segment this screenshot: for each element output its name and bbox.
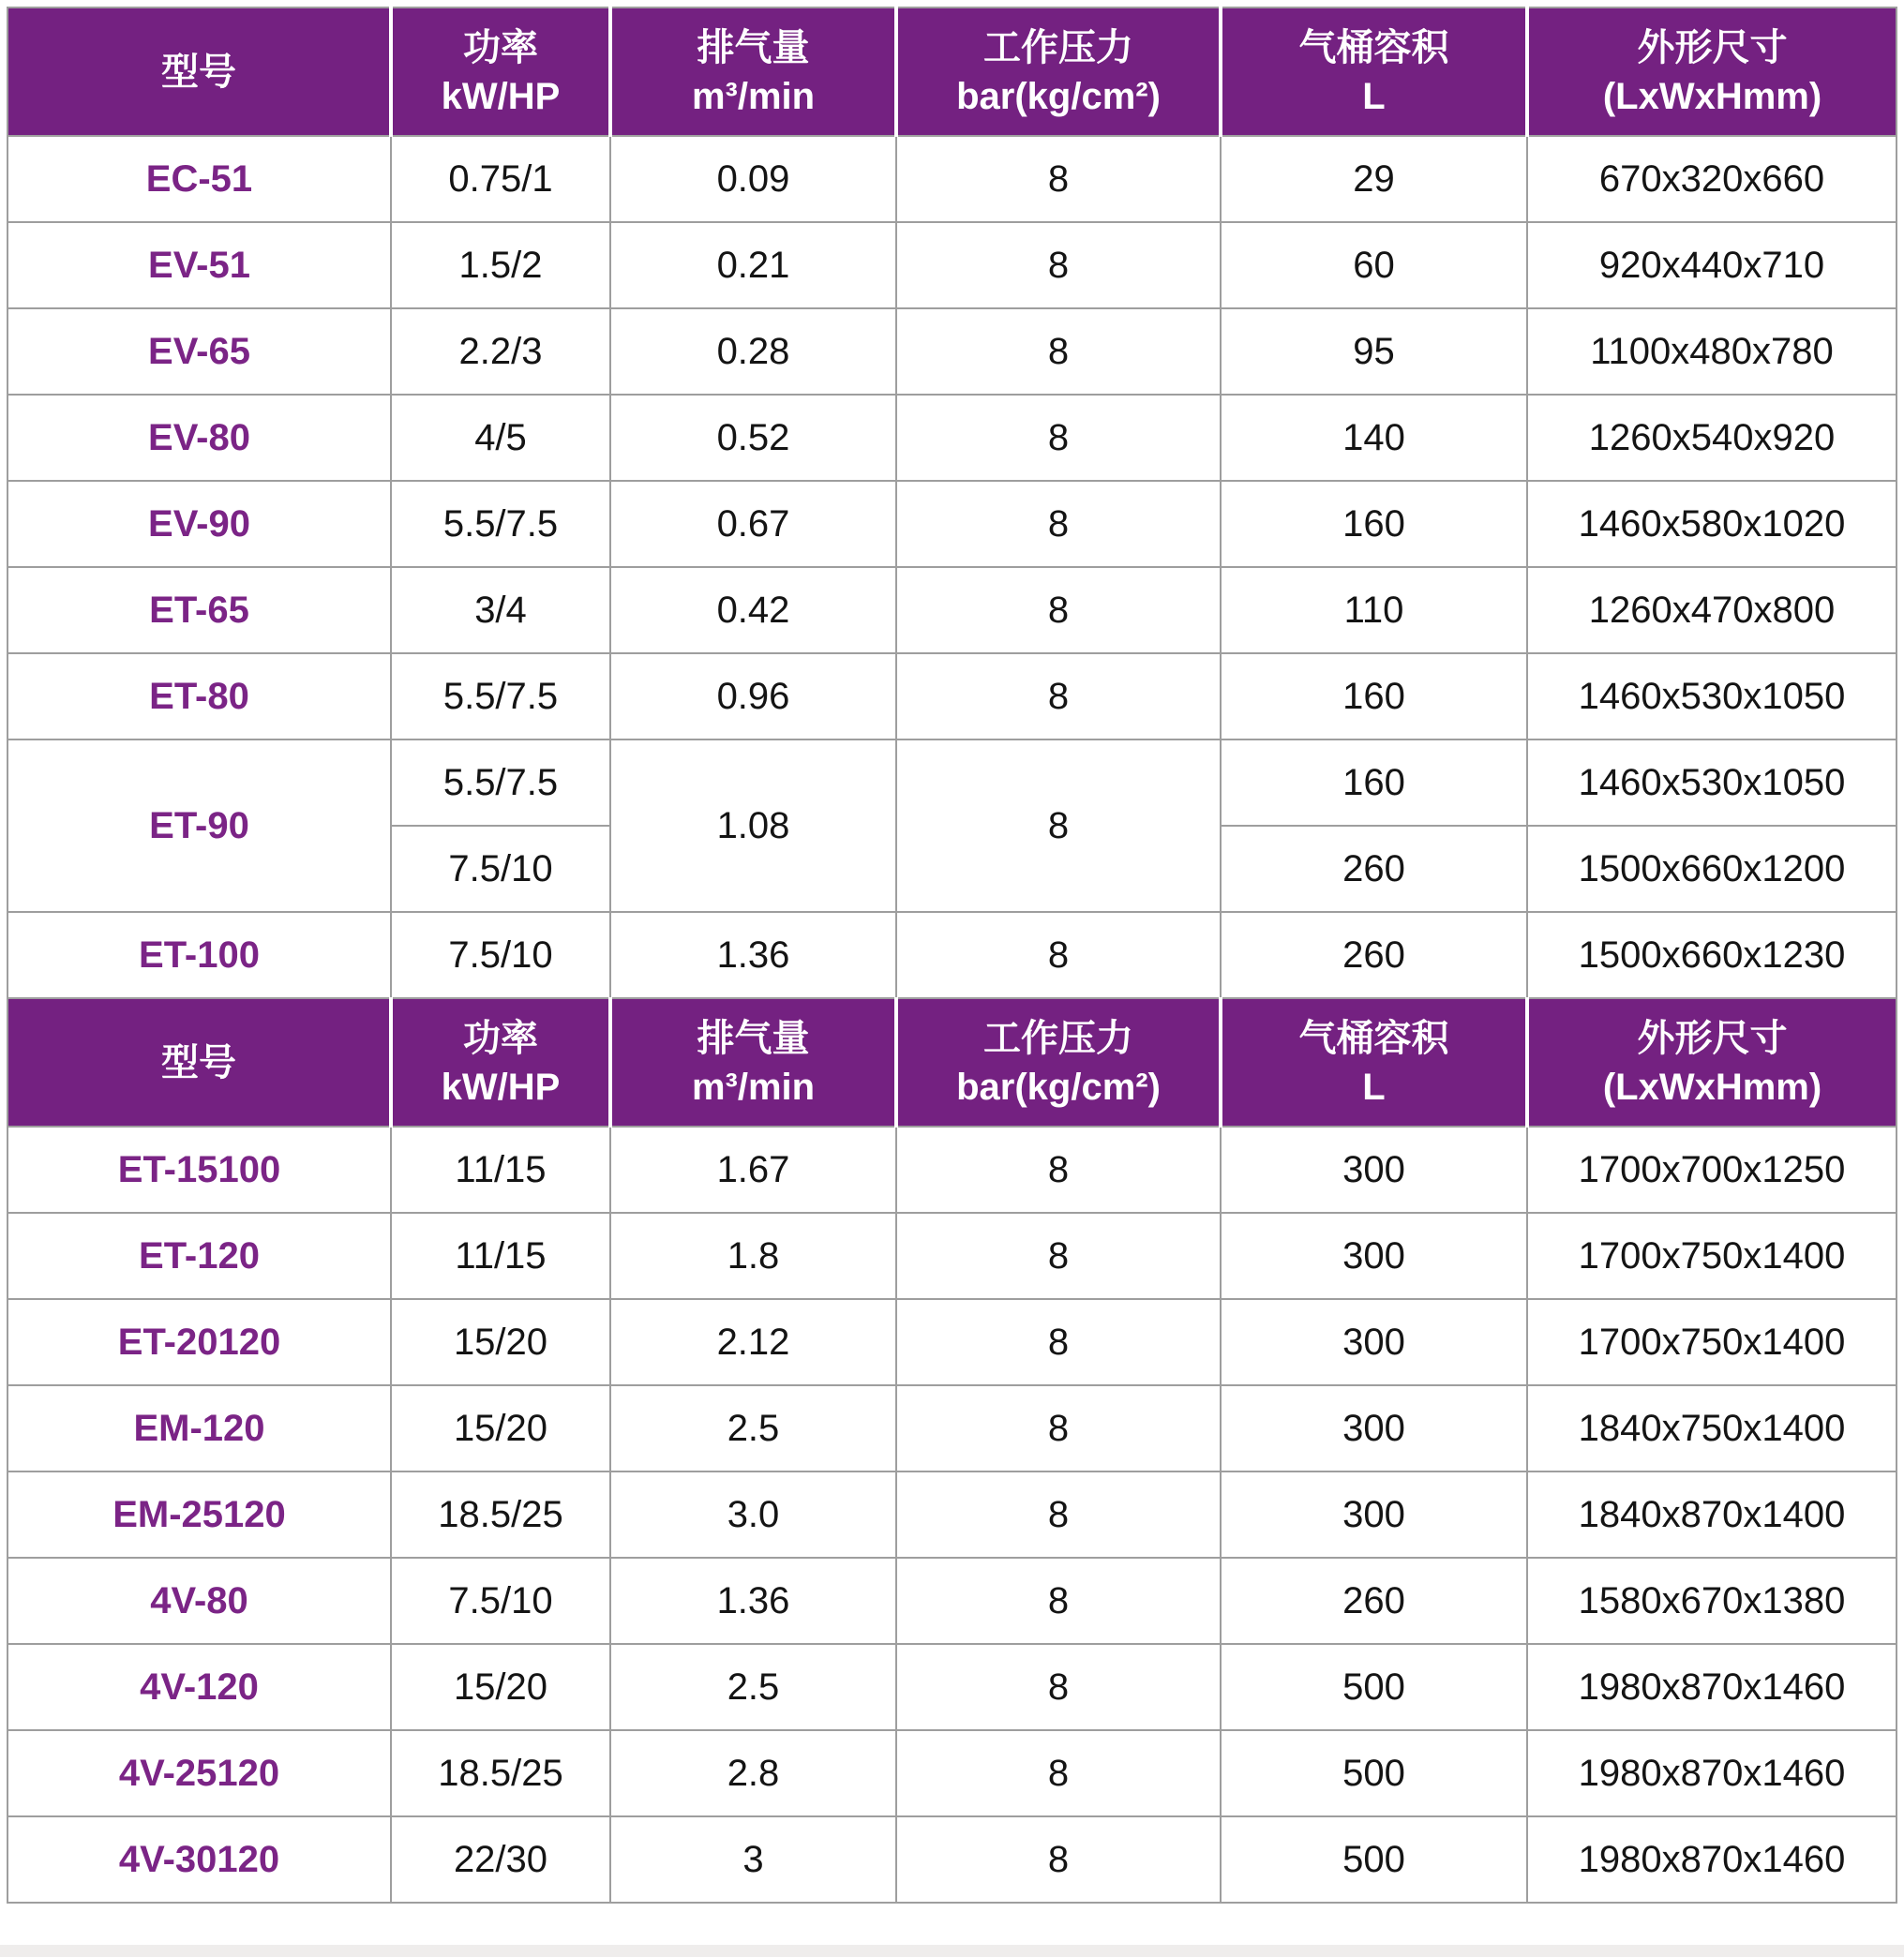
pressure-cell: 8 bbox=[896, 481, 1221, 567]
table-row bbox=[7, 1730, 1897, 1816]
model-cell: ET-65 bbox=[7, 567, 391, 653]
dims-cell: 1840x870x1400 bbox=[1527, 1471, 1897, 1558]
power-cell: 22/30 bbox=[391, 1816, 610, 1903]
power-cell: 1.5/2 bbox=[391, 222, 610, 308]
dims-cell: 1840x750x1400 bbox=[1527, 1385, 1897, 1471]
pressure-cell: 8 bbox=[896, 653, 1221, 739]
model-cell: EC-51 bbox=[7, 136, 391, 222]
dims-cell: 1700x750x1400 bbox=[1527, 1213, 1897, 1299]
tank-cell: 29 bbox=[1221, 136, 1527, 222]
displacement-cell: 0.67 bbox=[610, 481, 896, 567]
dims-cell: 1980x870x1460 bbox=[1527, 1644, 1897, 1730]
model-cell: EV-80 bbox=[7, 395, 391, 481]
model-cell: EM-120 bbox=[7, 1385, 391, 1471]
pressure-cell: 8 bbox=[896, 1299, 1221, 1385]
displacement-cell: 2.5 bbox=[610, 1385, 896, 1471]
model-cell: 4V-30120 bbox=[7, 1816, 391, 1903]
tank-cell: 160 bbox=[1221, 653, 1527, 739]
tank-cell: 160 bbox=[1221, 481, 1527, 567]
header-row-2 bbox=[7, 998, 1897, 1127]
header-label: 排气量 bbox=[697, 1017, 810, 1059]
table-row bbox=[7, 222, 1897, 308]
header-cell-pressure: 工作压力 bar(kg/cm²) bbox=[896, 998, 1221, 1127]
table-row bbox=[7, 1644, 1897, 1730]
displacement-cell: 2.12 bbox=[610, 1299, 896, 1385]
pressure-cell: 8 bbox=[896, 1558, 1221, 1644]
spec-table bbox=[7, 7, 1897, 1904]
pressure-cell: 8 bbox=[896, 912, 1221, 998]
tank-cell: 140 bbox=[1221, 395, 1527, 481]
tank-cell: 95 bbox=[1221, 308, 1527, 395]
model-cell: EV-65 bbox=[7, 308, 391, 395]
power-cell: 11/15 bbox=[391, 1213, 610, 1299]
model-cell: EM-25120 bbox=[7, 1471, 391, 1558]
bottom-strip bbox=[0, 1945, 1904, 1957]
model-cell: 4V-80 bbox=[7, 1558, 391, 1644]
table-row bbox=[7, 1127, 1897, 1213]
displacement-cell: 0.42 bbox=[610, 567, 896, 653]
header-label: 外形尺寸 bbox=[1637, 26, 1788, 68]
tank-cell: 500 bbox=[1221, 1816, 1527, 1903]
header-label: 型号 bbox=[161, 1041, 236, 1083]
pressure-cell: 8 bbox=[896, 1385, 1221, 1471]
model-cell: EV-90 bbox=[7, 481, 391, 567]
dims-cell: 1700x750x1400 bbox=[1527, 1299, 1897, 1385]
displacement-cell: 0.52 bbox=[610, 395, 896, 481]
table-row bbox=[7, 1558, 1897, 1644]
header-cell-pressure: 工作压力 bar(kg/cm²) bbox=[896, 7, 1221, 136]
displacement-cell: 1.36 bbox=[610, 1558, 896, 1644]
model-cell: ET-80 bbox=[7, 653, 391, 739]
model-cell: 4V-120 bbox=[7, 1644, 391, 1730]
header-cell-model bbox=[7, 998, 391, 1127]
dims-cell: 1260x470x800 bbox=[1527, 567, 1897, 653]
model-cell: ET-100 bbox=[7, 912, 391, 998]
model-cell: 4V-25120 bbox=[7, 1730, 391, 1816]
displacement-cell: 0.28 bbox=[610, 308, 896, 395]
pressure-cell: 8 bbox=[896, 1730, 1221, 1816]
dims-cell: 920x440x710 bbox=[1527, 222, 1897, 308]
header-row-1 bbox=[7, 7, 1897, 136]
pressure-cell: 8 bbox=[896, 308, 1221, 395]
power-cell: 7.5/10 bbox=[391, 826, 610, 912]
header-cell-power: 功率 kW/HP bbox=[391, 998, 610, 1127]
dims-cell: 1500x660x1200 bbox=[1527, 826, 1897, 912]
header-cell-model bbox=[7, 7, 391, 136]
tank-cell: 160 bbox=[1221, 739, 1527, 826]
pressure-cell: 8 bbox=[896, 136, 1221, 222]
dims-cell: 1460x530x1050 bbox=[1527, 653, 1897, 739]
tank-cell: 110 bbox=[1221, 567, 1527, 653]
dims-cell: 1460x530x1050 bbox=[1527, 739, 1897, 826]
tank-cell: 260 bbox=[1221, 826, 1527, 912]
tank-cell: 260 bbox=[1221, 912, 1527, 998]
power-cell: 15/20 bbox=[391, 1299, 610, 1385]
power-cell: 11/15 bbox=[391, 1127, 610, 1213]
tank-cell: 300 bbox=[1221, 1213, 1527, 1299]
displacement-cell: 2.8 bbox=[610, 1730, 896, 1816]
tank-cell: 300 bbox=[1221, 1385, 1527, 1471]
table-row bbox=[7, 1385, 1897, 1471]
pressure-cell: 8 bbox=[896, 1644, 1221, 1730]
table-row bbox=[7, 481, 1897, 567]
power-cell: 15/20 bbox=[391, 1644, 610, 1730]
model-cell: ET-120 bbox=[7, 1213, 391, 1299]
header-cell-dims: 外形尺寸 (LxWxHmm) bbox=[1527, 7, 1897, 136]
power-cell: 7.5/10 bbox=[391, 912, 610, 998]
header-label: 工作压力 bbox=[983, 1017, 1133, 1059]
model-cell: ET-20120 bbox=[7, 1299, 391, 1385]
displacement-cell: 0.96 bbox=[610, 653, 896, 739]
displacement-cell: 3.0 bbox=[610, 1471, 896, 1558]
power-cell: 4/5 bbox=[391, 395, 610, 481]
table-row bbox=[7, 653, 1897, 739]
power-cell: 2.2/3 bbox=[391, 308, 610, 395]
power-cell: 5.5/7.5 bbox=[391, 653, 610, 739]
tank-cell: 300 bbox=[1221, 1299, 1527, 1385]
header-cell-tank: 气桶容积 L bbox=[1221, 998, 1527, 1127]
table-row bbox=[7, 567, 1897, 653]
tank-cell: 500 bbox=[1221, 1644, 1527, 1730]
table-row bbox=[7, 1299, 1897, 1385]
header-cell-tank: 气桶容积 L bbox=[1221, 7, 1527, 136]
power-cell: 0.75/1 bbox=[391, 136, 610, 222]
header-cell-power: 功率 kW/HP bbox=[391, 7, 610, 136]
displacement-cell: 1.8 bbox=[610, 1213, 896, 1299]
header-label: 气桶容积 bbox=[1298, 1017, 1449, 1059]
table-row bbox=[7, 1213, 1897, 1299]
pressure-cell: 8 bbox=[896, 1471, 1221, 1558]
dims-cell: 1580x670x1380 bbox=[1527, 1558, 1897, 1644]
pressure-cell: 8 bbox=[896, 739, 1221, 912]
header-cell-displacement: 排气量 m³/min bbox=[610, 998, 896, 1127]
displacement-cell: 0.09 bbox=[610, 136, 896, 222]
table-row bbox=[7, 1816, 1897, 1903]
dims-cell: 1260x540x920 bbox=[1527, 395, 1897, 481]
dims-cell: 670x320x660 bbox=[1527, 136, 1897, 222]
power-cell: 5.5/7.5 bbox=[391, 739, 610, 826]
tank-cell: 500 bbox=[1221, 1730, 1527, 1816]
model-cell: ET-90 bbox=[7, 739, 391, 912]
dims-cell: 1460x580x1020 bbox=[1527, 481, 1897, 567]
header-label: 功率 bbox=[463, 1017, 538, 1059]
pressure-cell: 8 bbox=[896, 1127, 1221, 1213]
table-row bbox=[7, 395, 1897, 481]
table-row bbox=[7, 912, 1897, 998]
power-cell: 7.5/10 bbox=[391, 1558, 610, 1644]
pressure-cell: 8 bbox=[896, 1213, 1221, 1299]
dims-cell: 1700x700x1250 bbox=[1527, 1127, 1897, 1213]
table-row bbox=[7, 136, 1897, 222]
pressure-cell: 8 bbox=[896, 1816, 1221, 1903]
power-cell: 18.5/25 bbox=[391, 1471, 610, 1558]
displacement-cell: 1.36 bbox=[610, 912, 896, 998]
displacement-cell: 1.67 bbox=[610, 1127, 896, 1213]
table-row bbox=[7, 308, 1897, 395]
dims-cell: 1980x870x1460 bbox=[1527, 1816, 1897, 1903]
model-cell: ET-15100 bbox=[7, 1127, 391, 1213]
dims-cell: 1500x660x1230 bbox=[1527, 912, 1897, 998]
table-row-merged-top bbox=[7, 739, 1897, 826]
header-label: 工作压力 bbox=[983, 26, 1133, 68]
displacement-cell: 2.5 bbox=[610, 1644, 896, 1730]
displacement-cell: 1.08 bbox=[610, 739, 896, 912]
model-cell: EV-51 bbox=[7, 222, 391, 308]
pressure-cell: 8 bbox=[896, 395, 1221, 481]
header-cell-displacement: 排气量 m³/min bbox=[610, 7, 896, 136]
header-label: 气桶容积 bbox=[1298, 26, 1449, 68]
header-label: 外形尺寸 bbox=[1637, 1017, 1788, 1059]
table-row bbox=[7, 1471, 1897, 1558]
displacement-cell: 3 bbox=[610, 1816, 896, 1903]
pressure-cell: 8 bbox=[896, 222, 1221, 308]
power-cell: 5.5/7.5 bbox=[391, 481, 610, 567]
power-cell: 15/20 bbox=[391, 1385, 610, 1471]
header-label: 型号 bbox=[161, 51, 236, 93]
pressure-cell: 8 bbox=[896, 567, 1221, 653]
header-cell-dims: 外形尺寸 (LxWxHmm) bbox=[1527, 998, 1897, 1127]
dims-cell: 1980x870x1460 bbox=[1527, 1730, 1897, 1816]
dims-cell: 1100x480x780 bbox=[1527, 308, 1897, 395]
tank-cell: 60 bbox=[1221, 222, 1527, 308]
power-cell: 3/4 bbox=[391, 567, 610, 653]
header-label: 功率 bbox=[463, 26, 538, 68]
tank-cell: 300 bbox=[1221, 1471, 1527, 1558]
displacement-cell: 0.21 bbox=[610, 222, 896, 308]
tank-cell: 300 bbox=[1221, 1127, 1527, 1213]
power-cell: 18.5/25 bbox=[391, 1730, 610, 1816]
tank-cell: 260 bbox=[1221, 1558, 1527, 1644]
header-label: 排气量 bbox=[697, 26, 810, 68]
